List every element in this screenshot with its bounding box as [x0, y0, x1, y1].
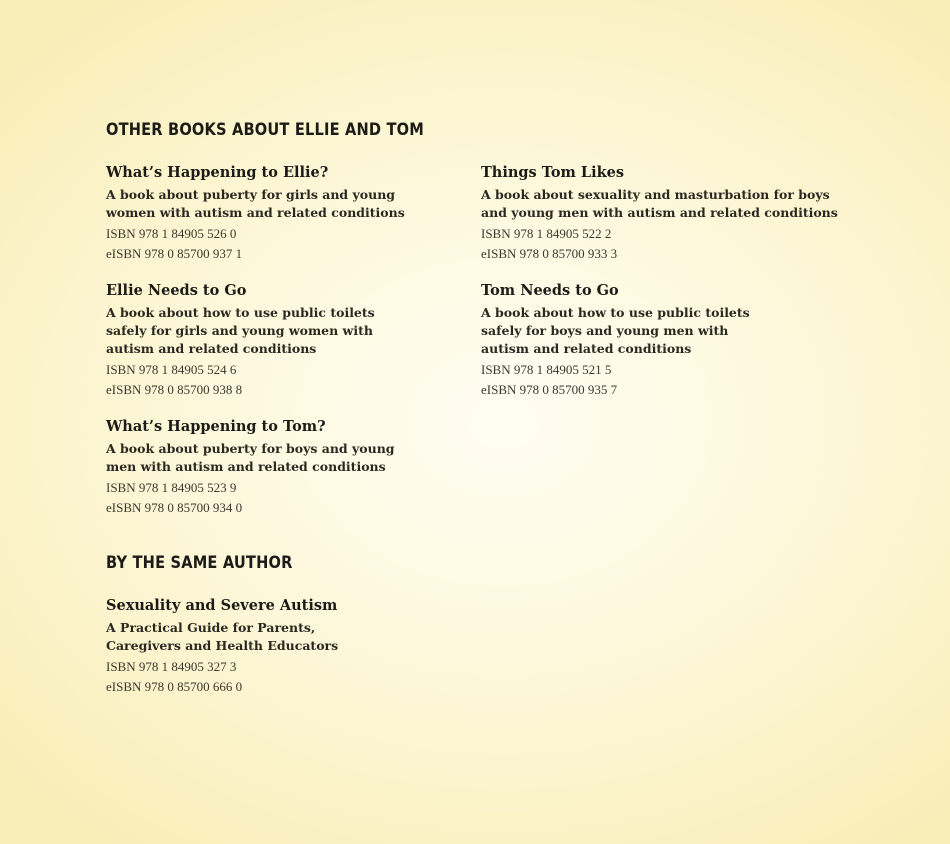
- book-description-line: autism and related conditions: [106, 341, 317, 356]
- book-eisbn: eISBN 978 0 85700 938 8: [106, 382, 243, 397]
- book-entry-whats-happening-to-ellie: [106, 163, 466, 264]
- book-title: Sexuality and Severe Autism: [106, 597, 338, 614]
- book-description: [106, 440, 466, 476]
- book-isbn: ISBN 978 1 84905 521 5: [481, 362, 612, 377]
- section-heading-other-books: OTHER BOOKS ABOUT ELLIE AND TOM: [106, 120, 424, 140]
- book-description-line: A book about puberty for boys and young: [106, 441, 395, 456]
- book-description: [106, 186, 466, 222]
- book-description-line: A book about sexuality and masturbation for boys: [481, 187, 830, 202]
- book-description-line: Caregivers and Health Educators: [106, 638, 339, 653]
- book-title: What’s Happening to Tom?: [106, 418, 326, 435]
- book-entry-sexuality-and-severe-autism: [106, 596, 466, 697]
- book-description-line: men with autism and related conditions: [106, 459, 386, 474]
- book-description-line: women with autism and related conditions: [106, 205, 405, 220]
- book-entry-tom-needs-to-go: [481, 281, 841, 400]
- book-title: Things Tom Likes: [481, 164, 625, 181]
- book-description-line: and young men with autism and related conditions: [481, 205, 838, 220]
- book-description-line: autism and related conditions: [481, 341, 692, 356]
- book-description-line: A book about how to use public toilets: [481, 305, 750, 320]
- book-eisbn: eISBN 978 0 85700 933 3: [481, 246, 618, 261]
- book-description-line: safely for girls and young women with: [106, 323, 373, 338]
- section-heading-same-author: BY THE SAME AUTHOR: [106, 553, 293, 573]
- book-isbn: ISBN 978 1 84905 526 0: [106, 226, 237, 241]
- book-isbn: ISBN 978 1 84905 523 9: [106, 480, 237, 495]
- book-description: [106, 619, 466, 655]
- book-description: [481, 186, 901, 222]
- book-eisbn: eISBN 978 0 85700 937 1: [106, 246, 243, 261]
- book-description: [106, 304, 466, 358]
- book-eisbn: eISBN 978 0 85700 935 7: [481, 382, 618, 397]
- book-description-line: safely for boys and young men with: [481, 323, 729, 338]
- book-entry-whats-happening-to-tom: [106, 417, 466, 518]
- book-title: What’s Happening to Ellie?: [106, 164, 329, 181]
- book-isbn: ISBN 978 1 84905 524 6: [106, 362, 237, 377]
- book-entry-things-tom-likes: [481, 163, 901, 264]
- book-eisbn: eISBN 978 0 85700 934 0: [106, 500, 243, 515]
- book-eisbn: eISBN 978 0 85700 666 0: [106, 679, 243, 694]
- book-description: [481, 304, 841, 358]
- book-entry-ellie-needs-to-go: [106, 281, 466, 400]
- book-isbn: ISBN 978 1 84905 522 2: [481, 226, 612, 241]
- book-description-line: A book about puberty for girls and young: [106, 187, 396, 202]
- book-isbn: ISBN 978 1 84905 327 3: [106, 659, 237, 674]
- book-description-line: A Practical Guide for Parents,: [106, 620, 316, 635]
- book-description-line: A book about how to use public toilets: [106, 305, 375, 320]
- book-title: Ellie Needs to Go: [106, 282, 247, 299]
- book-title: Tom Needs to Go: [481, 282, 619, 299]
